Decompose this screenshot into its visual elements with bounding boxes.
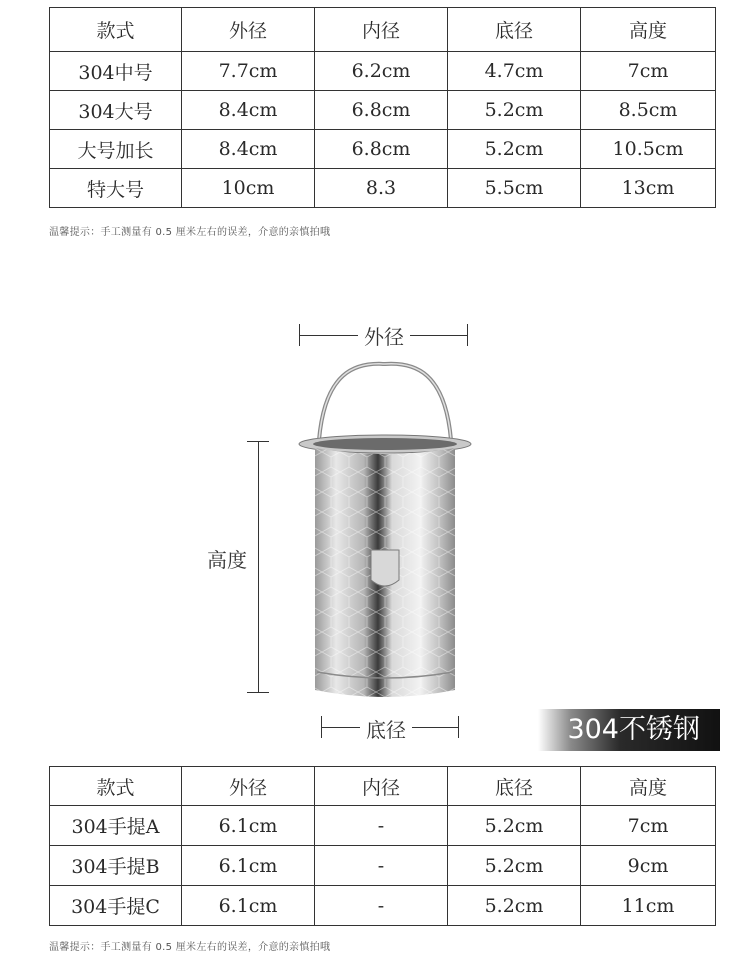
table-cell: 8.3 [315,169,448,208]
table-cell: 10cm [182,169,315,208]
table-cell: 5.2cm [448,806,581,846]
table-row [50,169,716,208]
header-cell: 底径 [448,8,581,52]
table-cell: 9cm [581,846,716,886]
table-cell: 10.5cm [581,130,716,169]
table-row [50,886,716,926]
table-row [50,91,716,130]
table-cell: 特大号 [50,169,182,208]
table-cell: 7cm [581,52,716,91]
table-row [50,130,716,169]
table-cell: 5.2cm [448,846,581,886]
header-cell: 款式 [50,8,182,52]
table-row [50,806,716,846]
table-cell: - [315,846,448,886]
height-label: 高度 [207,548,247,572]
dimension-tick [467,324,468,346]
table-cell: 8.4cm [182,91,315,130]
table-cell: 6.8cm [315,130,448,169]
table-cell: 304手提C [50,886,182,926]
spec-table-handle [49,766,716,926]
table-cell: 5.2cm [448,91,581,130]
spec-table-standard [49,7,716,208]
material-badge: 304不锈钢 [538,709,720,751]
table-header-row [50,767,716,806]
dimension-tick [247,692,269,693]
measurement-note: 温馨提示：手工测量有 0.5 厘米左右的误差，介意的亲慎拍哦 [49,942,331,953]
table-cell: 6.1cm [182,846,315,886]
header-cell: 高度 [581,767,716,806]
table-cell: 6.1cm [182,806,315,846]
dimension-tick [458,716,459,738]
table-cell: 6.1cm [182,886,315,926]
table-cell: 4.7cm [448,52,581,91]
table-cell: - [315,806,448,846]
header-cell: 款式 [50,767,182,806]
table-cell: 304大号 [50,91,182,130]
table-cell: 8.5cm [581,91,716,130]
table-cell: 5.5cm [448,169,581,208]
measurement-note: 温馨提示：手工测量有 0.5 厘米左右的误差，介意的亲慎拍哦 [49,227,331,238]
header-cell: 外径 [182,767,315,806]
height-line [258,441,259,692]
table-row [50,846,716,886]
header-cell: 高度 [581,8,716,52]
bottom-diameter-label: 底径 [360,714,412,743]
table-cell: 13cm [581,169,716,208]
header-cell: 内径 [315,8,448,52]
outer-diameter-label: 外径 [358,321,410,350]
table-cell: 6.8cm [315,91,448,130]
table-cell: 大号加长 [50,130,182,169]
table-cell: 7.7cm [182,52,315,91]
table-cell: 8.4cm [182,130,315,169]
table-row [50,52,716,91]
table-cell: 7cm [581,806,716,846]
header-cell: 外径 [182,8,315,52]
tea-strainer-image [295,352,475,707]
table-cell: - [315,886,448,926]
table-cell: 6.2cm [315,52,448,91]
table-cell: 5.2cm [448,886,581,926]
table-cell: 304手提A [50,806,182,846]
table-cell: 11cm [581,886,716,926]
table-cell: 304中号 [50,52,182,91]
header-cell: 内径 [315,767,448,806]
table-cell: 304手提B [50,846,182,886]
table-header-row [50,8,716,52]
header-cell: 底径 [448,767,581,806]
table-cell: 5.2cm [448,130,581,169]
